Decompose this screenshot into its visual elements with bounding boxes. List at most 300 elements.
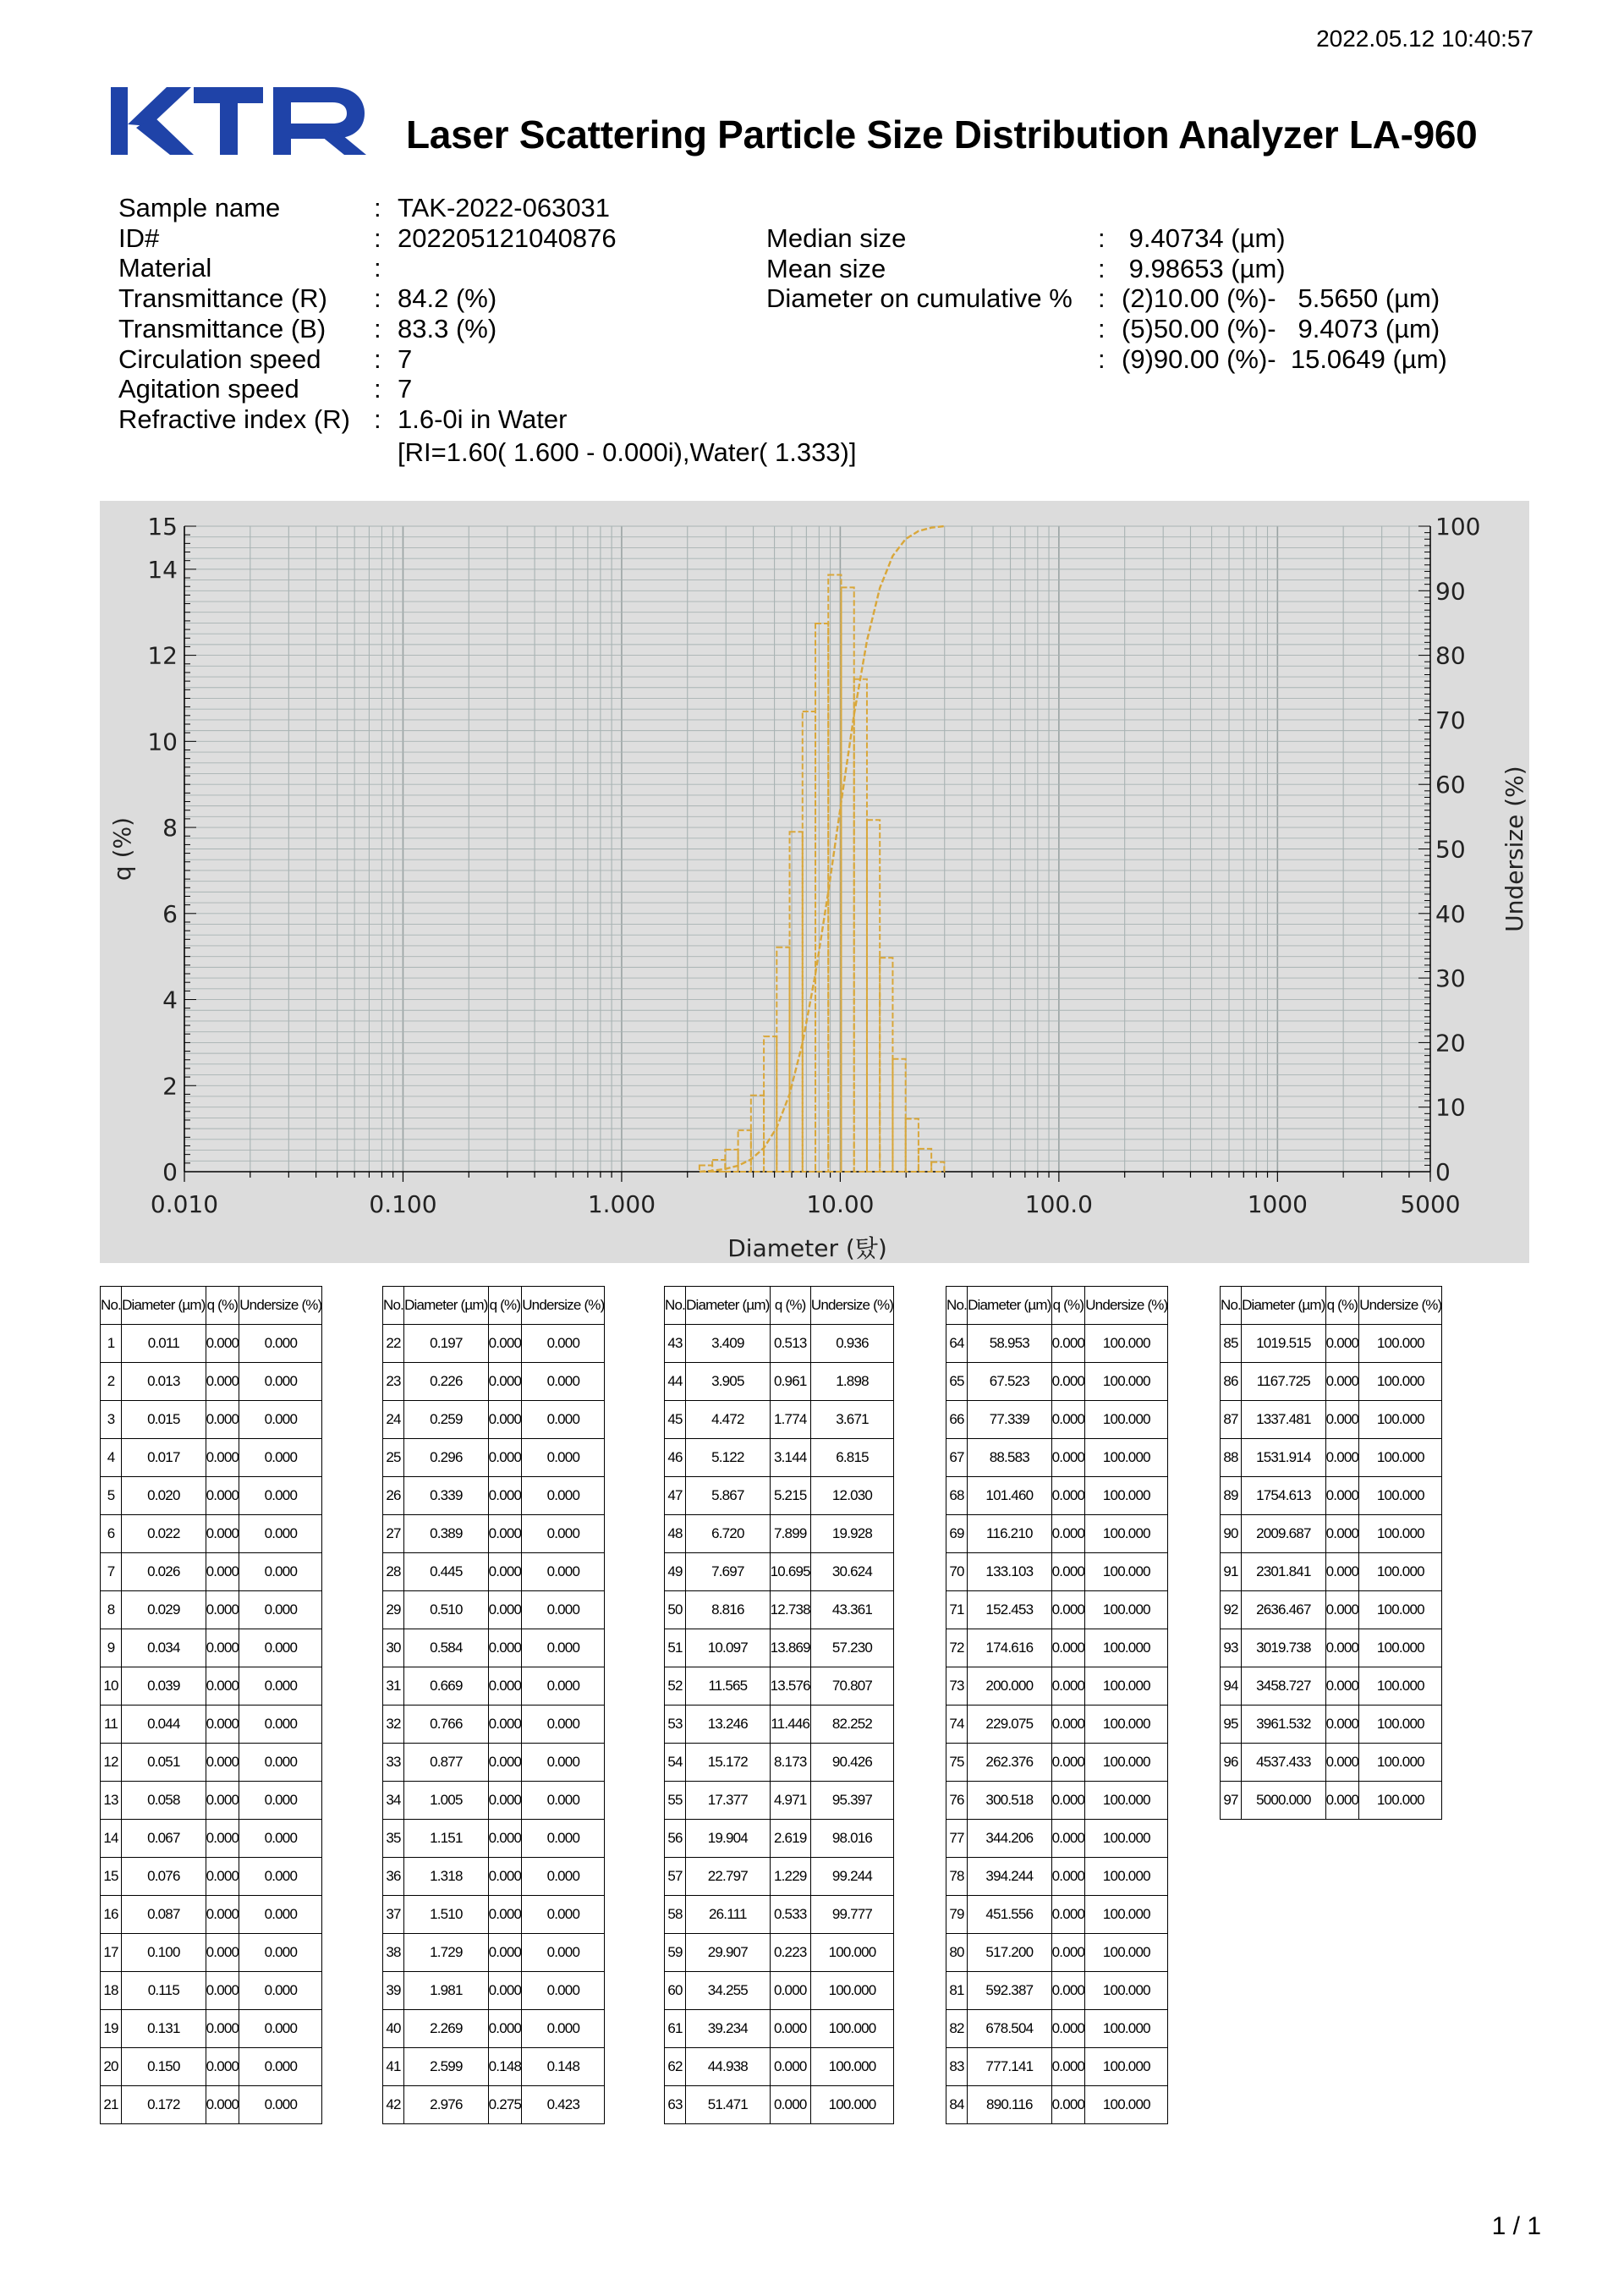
table-cell: 6.815 bbox=[810, 1439, 893, 1477]
info-colon: : bbox=[1098, 343, 1106, 374]
table-row bbox=[383, 1439, 605, 1477]
table-row bbox=[665, 1553, 894, 1591]
table-row bbox=[1221, 1782, 1442, 1820]
table-row bbox=[946, 1363, 1168, 1401]
table-cell: 100.000 bbox=[1085, 1439, 1168, 1477]
y-right-tick-label: 20 bbox=[1435, 1029, 1466, 1057]
table-cell: 0.445 bbox=[404, 1553, 489, 1591]
x-axis-title: Diameter (탔) bbox=[727, 1234, 887, 1262]
table-row bbox=[946, 1439, 1168, 1477]
column-header: q (%) bbox=[1051, 1287, 1085, 1325]
table-row bbox=[946, 1706, 1168, 1744]
table-row bbox=[383, 1401, 605, 1439]
table-cell: 0.000 bbox=[522, 1477, 605, 1515]
table-cell: 58 bbox=[665, 1896, 686, 1934]
table-cell: 0.000 bbox=[239, 1934, 322, 1972]
table-cell: 0.000 bbox=[1051, 1515, 1085, 1553]
table-cell: 0.039 bbox=[122, 1667, 206, 1706]
info-colon: : bbox=[1098, 223, 1106, 253]
table-cell: 2.599 bbox=[404, 2048, 489, 2086]
table-cell: 100.000 bbox=[1359, 1591, 1442, 1629]
table-cell: 0.000 bbox=[1325, 1667, 1359, 1706]
y-left-tick-label: 0 bbox=[162, 1158, 178, 1186]
distribution-table bbox=[100, 1286, 322, 2124]
table-row bbox=[101, 1515, 322, 1553]
table-cell: 0.000 bbox=[522, 1591, 605, 1629]
y-right-tick-label: 90 bbox=[1435, 577, 1466, 606]
table-row bbox=[101, 1972, 322, 2010]
table-header-row bbox=[101, 1287, 322, 1325]
table-row bbox=[946, 1667, 1168, 1706]
table-cell: 36 bbox=[383, 1858, 404, 1896]
table-cell: 0.131 bbox=[122, 2010, 206, 2048]
table-cell: 0.510 bbox=[404, 1591, 489, 1629]
table-cell: 0.000 bbox=[239, 1667, 322, 1706]
y-left-tick-label: 8 bbox=[162, 814, 178, 843]
table-row bbox=[946, 1858, 1168, 1896]
table-cell: 0.000 bbox=[1051, 2086, 1085, 2124]
table-cell: 229.075 bbox=[968, 1706, 1052, 1744]
table-row bbox=[665, 1744, 894, 1782]
table-cell: 0.000 bbox=[239, 1896, 322, 1934]
table-row bbox=[101, 1858, 322, 1896]
table-cell: 1.005 bbox=[404, 1782, 489, 1820]
table-cell: 63 bbox=[665, 2086, 686, 2124]
table-cell: 100.000 bbox=[1085, 1515, 1168, 1553]
table-cell: 40 bbox=[383, 2010, 404, 2048]
table-cell: 47 bbox=[665, 1477, 686, 1515]
table-row bbox=[665, 2048, 894, 2086]
table-row bbox=[383, 1553, 605, 1591]
table-cell: 27 bbox=[383, 1515, 404, 1553]
table-cell: 0.423 bbox=[522, 2086, 605, 2124]
table-row bbox=[101, 1706, 322, 1744]
table-cell: 0.000 bbox=[1325, 1744, 1359, 1782]
table-cell: 1.774 bbox=[770, 1401, 810, 1439]
table-cell: 1.981 bbox=[404, 1972, 489, 2010]
table-cell: 0.000 bbox=[206, 1782, 239, 1820]
table-cell: 3.905 bbox=[686, 1363, 771, 1401]
table-cell: 99.244 bbox=[810, 1858, 893, 1896]
table-cell: 55 bbox=[665, 1782, 686, 1820]
y-right-tick-label: 60 bbox=[1435, 771, 1466, 799]
table-row bbox=[1221, 1744, 1442, 1782]
table-cell: 0.000 bbox=[206, 1591, 239, 1629]
column-header: Undersize (%) bbox=[522, 1287, 605, 1325]
table-row bbox=[383, 1706, 605, 1744]
table-cell: 0.000 bbox=[522, 1325, 605, 1363]
table-cell: 1.318 bbox=[404, 1858, 489, 1896]
table-cell: 0.011 bbox=[122, 1325, 206, 1363]
table-row bbox=[946, 2010, 1168, 2048]
y-right-tick-label: 70 bbox=[1435, 706, 1466, 734]
table-row bbox=[665, 1439, 894, 1477]
table-cell: 73 bbox=[946, 1667, 968, 1706]
table-cell: 6.720 bbox=[686, 1515, 771, 1553]
table-cell: 29.907 bbox=[686, 1934, 771, 1972]
table-cell: 0.000 bbox=[488, 1553, 522, 1591]
table-cell: 16 bbox=[101, 1896, 122, 1934]
table-row bbox=[383, 1858, 605, 1896]
distribution-table bbox=[382, 1286, 605, 2124]
table-cell: 0.000 bbox=[488, 1401, 522, 1439]
table-cell: 97 bbox=[1221, 1782, 1242, 1820]
table-cell: 0.000 bbox=[488, 1934, 522, 1972]
table-cell: 1.510 bbox=[404, 1896, 489, 1934]
table-cell: 19 bbox=[101, 2010, 122, 2048]
y-left-tick-label: 12 bbox=[147, 641, 178, 670]
table-cell: 100.000 bbox=[1359, 1629, 1442, 1667]
y-right-tick-label: 80 bbox=[1435, 641, 1466, 670]
column-header: Diameter (µm) bbox=[686, 1287, 771, 1325]
info-colon: : bbox=[1098, 253, 1106, 283]
y-left-tick-label: 14 bbox=[147, 555, 178, 584]
table-cell: 82.252 bbox=[810, 1706, 893, 1744]
table-cell: 0.000 bbox=[488, 1363, 522, 1401]
table-cell: 0.584 bbox=[404, 1629, 489, 1667]
table-row bbox=[946, 1629, 1168, 1667]
table-cell: 0.000 bbox=[206, 1401, 239, 1439]
info-colon: : bbox=[374, 222, 381, 253]
table-cell: 3 bbox=[101, 1401, 122, 1439]
table-cell: 14 bbox=[101, 1820, 122, 1858]
ktr-logo bbox=[111, 82, 381, 162]
table-cell: 74 bbox=[946, 1706, 968, 1744]
table-cell: 0.000 bbox=[522, 1667, 605, 1706]
table-cell: 100.000 bbox=[1085, 1401, 1168, 1439]
table-cell: 0.000 bbox=[1325, 1401, 1359, 1439]
table-cell: 77.339 bbox=[968, 1401, 1052, 1439]
table-cell: 0.000 bbox=[206, 1629, 239, 1667]
table-cell: 0.000 bbox=[522, 1629, 605, 1667]
table-cell: 0.000 bbox=[1051, 1858, 1085, 1896]
table-cell: 0.000 bbox=[488, 1972, 522, 2010]
table-cell: 46 bbox=[665, 1439, 686, 1477]
column-header: Undersize (%) bbox=[1359, 1287, 1442, 1325]
info-colon: : bbox=[374, 253, 381, 283]
table-cell: 0.000 bbox=[522, 1858, 605, 1896]
table-cell: 0.000 bbox=[239, 1782, 322, 1820]
table-cell: 0.533 bbox=[770, 1896, 810, 1934]
table-row bbox=[101, 1744, 322, 1782]
table-cell: 0.000 bbox=[206, 1972, 239, 2010]
table-cell: 3961.532 bbox=[1242, 1706, 1326, 1744]
table-cell: 82 bbox=[946, 2010, 968, 2048]
table-cell: 95.397 bbox=[810, 1782, 893, 1820]
table-cell: 9 bbox=[101, 1629, 122, 1667]
table-row bbox=[101, 2048, 322, 2086]
table-cell: 0.000 bbox=[488, 1858, 522, 1896]
column-header: Undersize (%) bbox=[810, 1287, 893, 1325]
table-cell: 26 bbox=[383, 1477, 404, 1515]
table-cell: 11.565 bbox=[686, 1667, 771, 1706]
table-row bbox=[383, 1477, 605, 1515]
table-cell: 4537.433 bbox=[1242, 1744, 1326, 1782]
table-row bbox=[946, 1553, 1168, 1591]
table-cell: 0.022 bbox=[122, 1515, 206, 1553]
table-cell: 2.269 bbox=[404, 2010, 489, 2048]
table-cell: 100.000 bbox=[810, 2086, 893, 2124]
table-row bbox=[946, 1972, 1168, 2010]
table-cell: 75 bbox=[946, 1744, 968, 1782]
table-row bbox=[665, 1820, 894, 1858]
table-cell: 1.729 bbox=[404, 1934, 489, 1972]
table-cell: 0.000 bbox=[488, 1629, 522, 1667]
table-row bbox=[383, 2086, 605, 2124]
info-label: Sample name bbox=[118, 193, 281, 222]
y-left-tick-label: 6 bbox=[162, 899, 178, 928]
table-cell: 3.671 bbox=[810, 1401, 893, 1439]
particle-size-chart bbox=[100, 501, 1529, 1263]
table-cell: 0.015 bbox=[122, 1401, 206, 1439]
table-cell: 100.000 bbox=[1359, 1782, 1442, 1820]
table-cell: 100.000 bbox=[1359, 1515, 1442, 1553]
table-cell: 517.200 bbox=[968, 1934, 1052, 1972]
table-cell: 100.000 bbox=[1085, 1782, 1168, 1820]
table-cell: 0.259 bbox=[404, 1401, 489, 1439]
table-cell: 67.523 bbox=[968, 1363, 1052, 1401]
table-cell: 0.000 bbox=[1051, 1553, 1085, 1591]
table-cell: 0.000 bbox=[239, 1401, 322, 1439]
table-cell: 100.000 bbox=[1085, 1858, 1168, 1896]
table-cell: 52 bbox=[665, 1667, 686, 1706]
column-header: q (%) bbox=[1325, 1287, 1359, 1325]
table-row bbox=[665, 1706, 894, 1744]
table-cell: 0.000 bbox=[522, 1896, 605, 1934]
table-cell: 19.928 bbox=[810, 1515, 893, 1553]
table-cell: 18 bbox=[101, 1972, 122, 2010]
table-row bbox=[665, 1782, 894, 1820]
info-value: 1.6-0i in Water bbox=[398, 404, 568, 434]
table-cell: 1167.725 bbox=[1242, 1363, 1326, 1401]
table-cell: 0.148 bbox=[488, 2048, 522, 2086]
table-cell: 2636.467 bbox=[1242, 1591, 1326, 1629]
table-row bbox=[1221, 1515, 1442, 1553]
table-cell: 0.000 bbox=[488, 1744, 522, 1782]
table-cell: 0.000 bbox=[206, 1896, 239, 1934]
table-cell: 13.576 bbox=[770, 1667, 810, 1706]
table-row bbox=[665, 1972, 894, 2010]
table-row bbox=[101, 1820, 322, 1858]
table-cell: 152.453 bbox=[968, 1591, 1052, 1629]
table-cell: 67 bbox=[946, 1439, 968, 1477]
table-row bbox=[1221, 1325, 1442, 1363]
column-header: No. bbox=[665, 1287, 686, 1325]
table-row bbox=[946, 2048, 1168, 2086]
table-row bbox=[101, 1896, 322, 1934]
table-cell: 0.000 bbox=[488, 1515, 522, 1553]
table-cell: 5 bbox=[101, 1477, 122, 1515]
table-cell: 0.000 bbox=[1051, 1782, 1085, 1820]
table-cell: 0.000 bbox=[1051, 1325, 1085, 1363]
table-row bbox=[946, 2086, 1168, 2124]
table-cell: 80 bbox=[946, 1934, 968, 1972]
table-row bbox=[1221, 1401, 1442, 1439]
table-cell: 51.471 bbox=[686, 2086, 771, 2124]
table-cell: 0.000 bbox=[1325, 1515, 1359, 1553]
table-cell: 44.938 bbox=[686, 2048, 771, 2086]
table-cell: 100.000 bbox=[810, 2010, 893, 2048]
table-cell: 84 bbox=[946, 2086, 968, 2124]
result-value: 9.40734 (µm) bbox=[1122, 223, 1286, 253]
table-cell: 0.275 bbox=[488, 2086, 522, 2124]
table-cell: 0.000 bbox=[206, 2048, 239, 2086]
table-row bbox=[383, 1629, 605, 1667]
table-cell: 51 bbox=[665, 1629, 686, 1667]
info-colon: : bbox=[1098, 314, 1106, 344]
table-cell: 88.583 bbox=[968, 1439, 1052, 1477]
table-cell: 0.000 bbox=[522, 1744, 605, 1782]
table-cell: 0.000 bbox=[206, 1439, 239, 1477]
table-row bbox=[383, 1363, 605, 1401]
table-cell: 0.000 bbox=[206, 1706, 239, 1744]
table-row bbox=[665, 1896, 894, 1934]
table-cell: 0.513 bbox=[770, 1325, 810, 1363]
table-cell: 34.255 bbox=[686, 1972, 771, 2010]
y-right-axis-title: Undersize (%) bbox=[1501, 766, 1528, 932]
table-cell: 0.000 bbox=[206, 1515, 239, 1553]
table-cell: 116.210 bbox=[968, 1515, 1052, 1553]
y-right-tick-label: 10 bbox=[1435, 1093, 1466, 1122]
table-cell: 0.000 bbox=[522, 1972, 605, 2010]
table-cell: 6 bbox=[101, 1515, 122, 1553]
table-cell: 777.141 bbox=[968, 2048, 1052, 2086]
table-cell: 12 bbox=[101, 1744, 122, 1782]
y-left-tick-label: 10 bbox=[147, 728, 178, 756]
table-cell: 17.377 bbox=[686, 1782, 771, 1820]
table-cell: 100.000 bbox=[1359, 1706, 1442, 1744]
table-row bbox=[383, 1744, 605, 1782]
table-cell: 100.000 bbox=[1359, 1363, 1442, 1401]
table-cell: 49 bbox=[665, 1553, 686, 1591]
table-cell: 0.961 bbox=[770, 1363, 810, 1401]
table-cell: 0.000 bbox=[239, 1515, 322, 1553]
table-cell: 0.389 bbox=[404, 1515, 489, 1553]
table-cell: 0.000 bbox=[488, 1591, 522, 1629]
table-cell: 21 bbox=[101, 2086, 122, 2124]
column-header: No. bbox=[101, 1287, 122, 1325]
ktr-logo-graphic bbox=[111, 82, 381, 158]
table-cell: 0.000 bbox=[239, 2086, 322, 2124]
table-cell: 15 bbox=[101, 1858, 122, 1896]
table-cell: 13 bbox=[101, 1782, 122, 1820]
table-row bbox=[383, 1325, 605, 1363]
page-number: 1 / 1 bbox=[1491, 2212, 1541, 2240]
table-cell: 81 bbox=[946, 1972, 968, 2010]
table-cell: 0.000 bbox=[206, 1325, 239, 1363]
info-colon: : bbox=[1098, 283, 1106, 314]
table-cell: 0.000 bbox=[522, 1401, 605, 1439]
table-cell: 66 bbox=[946, 1401, 968, 1439]
table-row bbox=[383, 2010, 605, 2048]
table-cell: 0.000 bbox=[206, 1820, 239, 1858]
table-cell: 0.000 bbox=[488, 1667, 522, 1706]
table-cell: 300.518 bbox=[968, 1782, 1052, 1820]
info-colon: : bbox=[374, 313, 381, 343]
table-cell: 0.000 bbox=[1325, 1325, 1359, 1363]
result-value: (2)10.00 (%)- 5.5650 (µm) bbox=[1122, 283, 1440, 314]
table-cell: 11.446 bbox=[770, 1706, 810, 1744]
table-cell: 0.034 bbox=[122, 1629, 206, 1667]
info-colon: : bbox=[374, 193, 381, 222]
table-cell: 1 bbox=[101, 1325, 122, 1363]
table-cell: 262.376 bbox=[968, 1744, 1052, 1782]
table-cell: 0.058 bbox=[122, 1782, 206, 1820]
table-cell: 0.000 bbox=[239, 1972, 322, 2010]
table-cell: 0.000 bbox=[522, 1934, 605, 1972]
table-row bbox=[946, 1515, 1168, 1553]
table-cell: 100.000 bbox=[1085, 2048, 1168, 2086]
info-label: Refractive index (R) bbox=[118, 404, 350, 434]
table-cell: 39 bbox=[383, 1972, 404, 2010]
table-cell: 30 bbox=[383, 1629, 404, 1667]
table-row bbox=[665, 2010, 894, 2048]
table-cell: 0.000 bbox=[239, 1706, 322, 1744]
table-row bbox=[1221, 1591, 1442, 1629]
x-tick-label: 10.00 bbox=[806, 1190, 875, 1218]
info-value: TAK-2022-063031 bbox=[398, 193, 611, 222]
table-cell: 0.000 bbox=[522, 1820, 605, 1858]
table-cell: 0.044 bbox=[122, 1706, 206, 1744]
table-cell: 451.556 bbox=[968, 1896, 1052, 1934]
table-cell: 54 bbox=[665, 1744, 686, 1782]
table-cell: 4.971 bbox=[770, 1782, 810, 1820]
table-cell: 0.013 bbox=[122, 1363, 206, 1401]
table-cell: 0.000 bbox=[488, 1325, 522, 1363]
y-left-axis-title: q (%) bbox=[108, 816, 136, 882]
info-label: Material bbox=[118, 253, 212, 283]
table-cell: 0.000 bbox=[488, 1896, 522, 1934]
info-value: 7 bbox=[398, 343, 413, 374]
table-cell: 65 bbox=[946, 1363, 968, 1401]
result-label: Mean size bbox=[766, 253, 886, 283]
table-cell: 0.148 bbox=[522, 2048, 605, 2086]
table-cell: 133.103 bbox=[968, 1553, 1052, 1591]
table-cell: 0.026 bbox=[122, 1553, 206, 1591]
table-cell: 8.816 bbox=[686, 1591, 771, 1629]
table-cell: 29 bbox=[383, 1591, 404, 1629]
table-cell: 7.899 bbox=[770, 1515, 810, 1553]
table-cell: 0.223 bbox=[770, 1934, 810, 1972]
table-cell: 101.460 bbox=[968, 1477, 1052, 1515]
info-value: 83.3 (%) bbox=[398, 313, 497, 343]
table-cell: 100.000 bbox=[1085, 2010, 1168, 2048]
table-cell: 0.000 bbox=[1051, 1401, 1085, 1439]
y-right-tick-label: 30 bbox=[1435, 964, 1466, 993]
table-cell: 0.000 bbox=[206, 1553, 239, 1591]
table-cell: 30.624 bbox=[810, 1553, 893, 1591]
table-cell: 3019.738 bbox=[1242, 1629, 1326, 1667]
table-cell: 10 bbox=[101, 1667, 122, 1706]
table-cell: 100.000 bbox=[1359, 1439, 1442, 1477]
info-value: 84.2 (%) bbox=[398, 283, 497, 314]
table-cell: 56 bbox=[665, 1820, 686, 1858]
table-cell: 13.869 bbox=[770, 1629, 810, 1667]
table-cell: 0.000 bbox=[488, 1477, 522, 1515]
table-cell: 89 bbox=[1221, 1477, 1242, 1515]
table-cell: 0.000 bbox=[522, 1363, 605, 1401]
table-cell: 79 bbox=[946, 1896, 968, 1934]
table-cell: 0.000 bbox=[1325, 1591, 1359, 1629]
info-label: Agitation speed bbox=[118, 374, 299, 404]
table-cell: 100.000 bbox=[1085, 1553, 1168, 1591]
table-cell: 3.144 bbox=[770, 1439, 810, 1477]
table-cell: 0.051 bbox=[122, 1744, 206, 1782]
column-header: Undersize (%) bbox=[239, 1287, 322, 1325]
table-row bbox=[946, 1401, 1168, 1439]
table-cell: 0.000 bbox=[1325, 1363, 1359, 1401]
table-cell: 0.000 bbox=[770, 2010, 810, 2048]
